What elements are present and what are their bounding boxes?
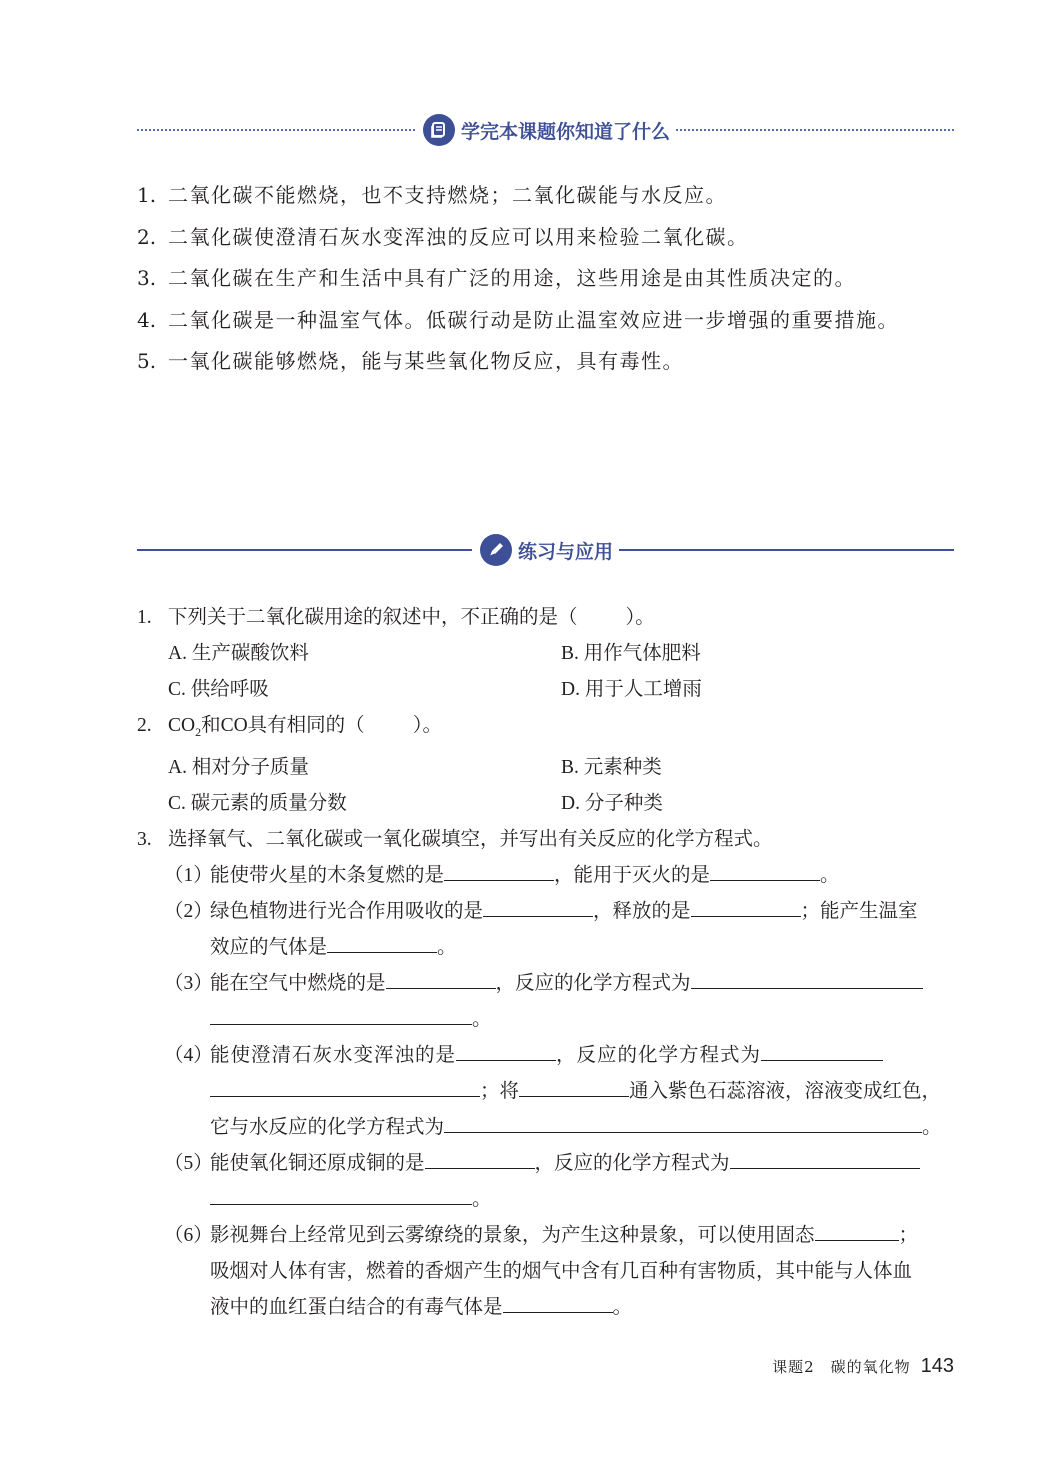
exercise-list bbox=[137, 600, 954, 1326]
sub-text: 液中的血红蛋白结合的有毒气体是 bbox=[210, 1296, 503, 1318]
sub-text: 。 bbox=[437, 936, 457, 958]
options-row bbox=[137, 636, 954, 672]
question-2 bbox=[137, 708, 954, 750]
question-text: 选择氧气、二氧化碳或一氧化碳填空，并写出有关反应的化学方程式。 bbox=[168, 828, 773, 850]
answer-blank[interactable] bbox=[503, 1292, 613, 1313]
sub-text: ，能用于灭火的是 bbox=[554, 864, 711, 886]
question-text: 和CO具有相同的（ bbox=[201, 715, 365, 736]
summary-list bbox=[137, 175, 954, 383]
sub-text: ； bbox=[898, 1224, 919, 1246]
answer-blank[interactable] bbox=[386, 968, 496, 989]
formula-subscript: 2 bbox=[195, 724, 202, 739]
option-b: B. 元素种类 bbox=[561, 756, 662, 778]
question-number: 1. bbox=[137, 607, 152, 628]
page-footer bbox=[772, 1355, 954, 1378]
answer-blank[interactable] bbox=[456, 1040, 556, 1061]
header-divider bbox=[137, 129, 415, 131]
option-b: B. 用作气体肥料 bbox=[561, 643, 701, 664]
formula-co: CO bbox=[168, 715, 196, 736]
exercise-title: 练习与应用 bbox=[518, 540, 614, 563]
answer-blank[interactable] bbox=[444, 1112, 922, 1133]
sub-text: 通入紫色石蕊溶液，溶液变成红色， bbox=[629, 1080, 942, 1102]
list-item bbox=[137, 258, 954, 300]
pencil-icon bbox=[480, 534, 512, 566]
question-number: 2. bbox=[137, 715, 152, 736]
option-c: C. 供给呼吸 bbox=[168, 679, 269, 700]
option-d: D. 分子种类 bbox=[561, 792, 663, 814]
answer-blank[interactable] bbox=[210, 1004, 472, 1025]
option-a: A. 生产碳酸饮料 bbox=[168, 643, 309, 664]
item-number: 1. bbox=[137, 183, 157, 207]
sub-question-6-cont bbox=[137, 1254, 954, 1290]
header-divider bbox=[676, 129, 954, 131]
question-text: 下列关于二氧化碳用途的叙述中，不正确的是（ bbox=[168, 607, 578, 628]
answer-blank[interactable] bbox=[730, 1148, 920, 1169]
question-text-end: ）。 bbox=[412, 715, 442, 736]
sub-question-6 bbox=[137, 1218, 954, 1254]
sub-question-5 bbox=[137, 1146, 954, 1182]
sub-text: 。 bbox=[472, 1188, 492, 1210]
sub-number: （5） bbox=[164, 1152, 213, 1174]
question-number: 3. bbox=[137, 828, 152, 850]
sub-number: （1） bbox=[164, 864, 213, 886]
sub-number: （2） bbox=[164, 900, 213, 922]
sub-text: ，反应的化学方程式为 bbox=[556, 1044, 762, 1066]
sub-question-2 bbox=[137, 894, 954, 930]
sub-text: 它与水反应的化学方程式为 bbox=[210, 1116, 445, 1138]
list-item bbox=[137, 341, 954, 383]
item-text: 二氧化碳使澄清石灰水变浑浊的反应可以用来检验二氧化碳。 bbox=[168, 224, 749, 249]
sub-text: 能使澄清石灰水变浑浊的是 bbox=[210, 1044, 457, 1066]
options-row bbox=[137, 786, 954, 822]
sub-text: ；能产生温室 bbox=[800, 900, 918, 922]
sub-number: （4） bbox=[164, 1044, 213, 1066]
question-1 bbox=[137, 600, 954, 636]
answer-blank[interactable] bbox=[425, 1148, 535, 1169]
option-c: C. 碳元素的质量分数 bbox=[168, 792, 347, 814]
header-divider bbox=[137, 549, 472, 551]
option-d: D. 用于人工增雨 bbox=[561, 679, 702, 700]
sub-number: （3） bbox=[164, 972, 213, 994]
sub-question-5-cont bbox=[137, 1182, 954, 1218]
sub-text: 能使带火星的木条复燃的是 bbox=[210, 864, 445, 886]
book-icon bbox=[423, 114, 455, 146]
sub-text: ，反应的化学方程式为 bbox=[495, 972, 691, 994]
answer-blank[interactable] bbox=[519, 1076, 629, 1097]
list-item bbox=[137, 217, 954, 259]
sub-text: ，释放的是 bbox=[593, 900, 691, 922]
item-number: 4. bbox=[137, 307, 157, 332]
sub-text: 。 bbox=[922, 1116, 942, 1138]
question-text-end: ）。 bbox=[625, 607, 655, 628]
question-3 bbox=[137, 822, 954, 858]
summary-section-header bbox=[137, 114, 954, 146]
answer-blank[interactable] bbox=[483, 896, 593, 917]
item-number: 5. bbox=[137, 349, 157, 373]
answer-blank[interactable] bbox=[691, 968, 923, 989]
answer-blank[interactable] bbox=[761, 1040, 883, 1061]
sub-text: 。 bbox=[612, 1296, 633, 1318]
item-text: 二氧化碳是一种温室气体。低碳行动是防止温室效应进一步增强的重要措施。 bbox=[168, 307, 899, 332]
footer-chapter-label: 课题2 碳的氧化物 bbox=[772, 1358, 911, 1376]
page-number: 143 bbox=[920, 1355, 954, 1377]
answer-blank[interactable] bbox=[327, 932, 437, 953]
option-a: A. 相对分子质量 bbox=[168, 756, 309, 778]
list-item bbox=[137, 300, 954, 342]
sub-text: 绿色植物进行光合作用吸收的是 bbox=[210, 900, 484, 922]
answer-blank[interactable] bbox=[710, 860, 820, 881]
sub-text: ，反应的化学方程式为 bbox=[534, 1152, 730, 1174]
sub-text: 。 bbox=[820, 864, 840, 886]
sub-question-1 bbox=[137, 858, 954, 894]
item-number: 3. bbox=[137, 266, 157, 290]
sub-number: （6） bbox=[164, 1224, 213, 1246]
sub-question-4-cont bbox=[137, 1110, 954, 1146]
summary-title: 学完本课题你知道了什么 bbox=[461, 120, 671, 143]
sub-text: ；将 bbox=[480, 1080, 520, 1102]
answer-blank[interactable] bbox=[691, 896, 801, 917]
answer-blank[interactable] bbox=[210, 1076, 480, 1097]
answer-blank[interactable] bbox=[210, 1184, 472, 1205]
sub-question-6-cont bbox=[137, 1290, 954, 1326]
sub-question-3-cont bbox=[137, 1002, 954, 1038]
options-row bbox=[137, 672, 954, 708]
sub-text: 效应的气体是 bbox=[210, 936, 328, 958]
list-item bbox=[137, 175, 954, 217]
item-text: 二氧化碳在生产和生活中具有广泛的用途，这些用途是由其性质决定的。 bbox=[168, 266, 856, 290]
sub-text: 能在空气中燃烧的是 bbox=[210, 972, 386, 994]
sub-text: 。 bbox=[472, 1008, 492, 1030]
sub-question-3 bbox=[137, 966, 954, 1002]
item-number: 2. bbox=[137, 224, 157, 249]
exercise-section-header bbox=[137, 534, 954, 566]
sub-text: 影视舞台上经常见到云雾缭绕的景象，为产生这种景象，可以使用固态 bbox=[210, 1224, 815, 1246]
sub-question-4-cont bbox=[137, 1074, 954, 1110]
header-divider bbox=[619, 549, 954, 551]
sub-question-2-cont bbox=[137, 930, 954, 966]
answer-blank[interactable] bbox=[815, 1220, 899, 1241]
item-text: 一氧化碳能够燃烧，能与某些氧化物反应，具有毒性。 bbox=[168, 349, 684, 373]
sub-text: 吸烟对人体有害，燃着的香烟产生的烟气中含有几百种有害物质，其中能与人体血 bbox=[210, 1260, 913, 1282]
options-row bbox=[137, 750, 954, 786]
sub-text: 能使氧化铜还原成铜的是 bbox=[210, 1152, 425, 1174]
sub-question-4 bbox=[137, 1038, 954, 1074]
answer-blank[interactable] bbox=[444, 860, 554, 881]
item-text: 二氧化碳不能燃烧，也不支持燃烧；二氧化碳能与水反应。 bbox=[168, 183, 727, 207]
